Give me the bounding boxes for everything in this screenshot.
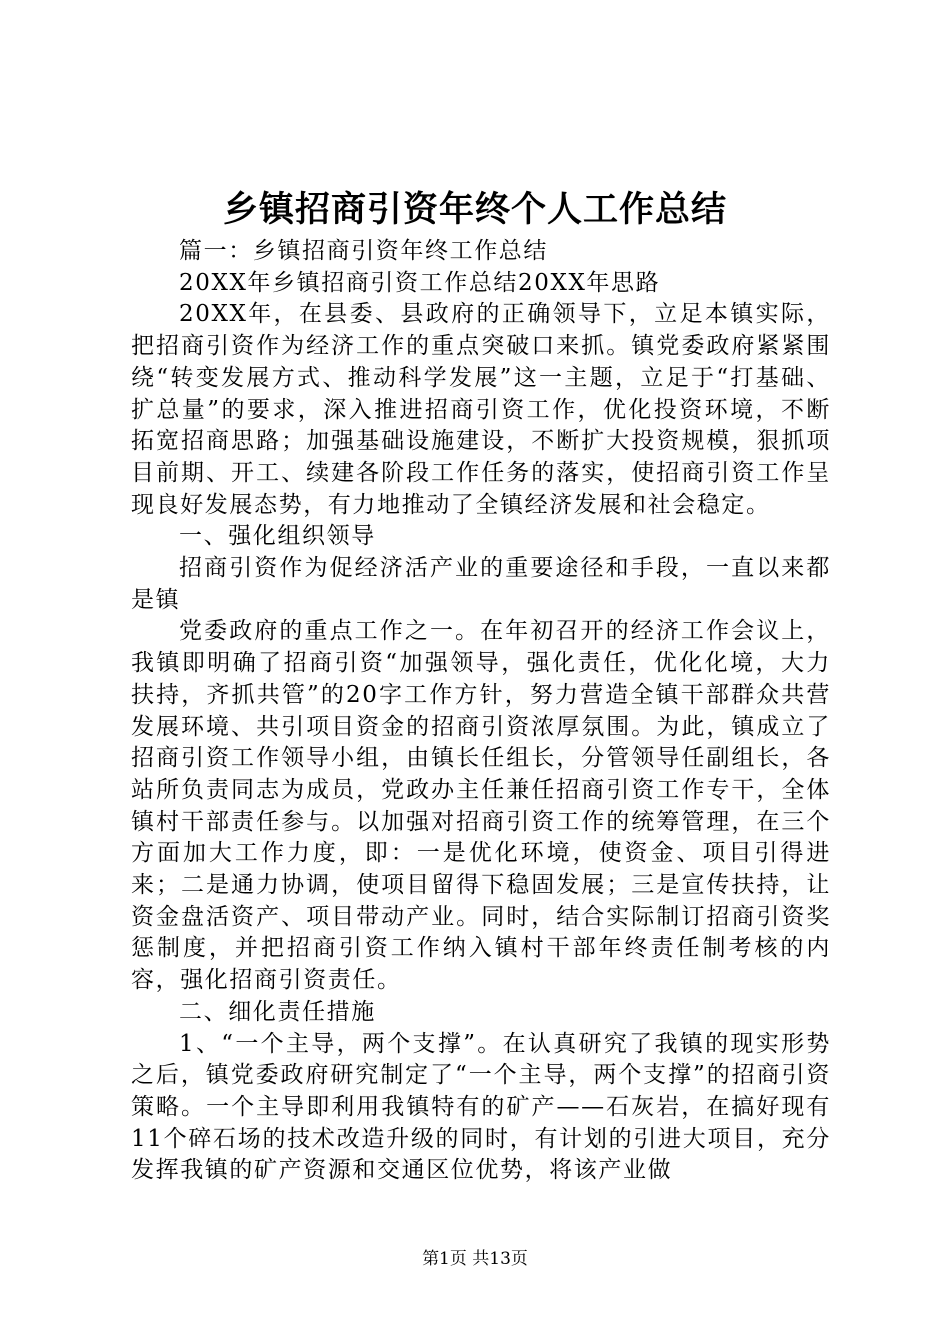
body-paragraph: 1、“一个主导，两个支撑”。在认真研究了我镇的现实形势之后，镇党委政府研究制定了“一个主导，两个支撑”的招商引资策略。一个主导即利用我镇特有的矿产——石灰岩，在搞好现有11个碎石场的技术改造升级的同时，有计划的引进大项目，充分发挥我镇的矿产资源和交通区位优势，将该产业做 bbox=[131, 1030, 831, 1184]
subtitle-line: 20XX年乡镇招商引资工作总结20XX年思路 bbox=[179, 269, 661, 296]
document-title: 乡镇招商引资年终个人工作总结 bbox=[222, 189, 727, 230]
document-body bbox=[131, 236, 831, 1187]
page-number-footer: 第1页 共13页 bbox=[422, 1249, 528, 1269]
section-heading: 篇一：乡镇招商引资年终工作总结 bbox=[179, 238, 548, 264]
section-heading: 二、细化责任措施 bbox=[179, 998, 376, 1025]
section-heading: 一、强化组织领导 bbox=[179, 523, 376, 550]
body-paragraph: 党委政府的重点工作之一。在年初召开的经济工作会议上，我镇即明确了招商引资“加强领导，强化责任，优化化境，大力扶持，齐抓共管”的20字工作方针，努力营造全镇干部群众共营发展环境、共引项目资金的招商引资浓厚氛围。为此，镇成立了招商引资工作领导小组，由镇长任组长，分管领导任副组长，各站所负责同志为成员，党政办主任兼任招商引资工作专干，全体镇村干部责任参与。以加强对招商引资工作的统筹管理，在三个方面加大工作力度，即：一是优化环境，使资金、项目引得进来；二是通力协调，使项目留得下稳固发展；三是宣传扶持，让资金盘活资产、项目带动产业。同时，结合实际制订招商引资奖惩制度，并把招商引资工作纳入镇村干部年终责任制考核的内容，强化招商引资责任。 bbox=[131, 618, 831, 994]
body-paragraph: 20XX年，在县委、县政府的正确领导下，立足本镇实际，把招商引资作为经济工作的重点突破口来抓。镇党委政府紧紧围绕“转变发展方式、推动科学发展”这一主题，立足于“打基础、扩总量”的要求，深入推进招商引资工作，优化投资环境，不断拓宽招商思路；加强基础设施建设，不断扩大投资规模，狠抓项目前期、开工、续建各阶段工作任务的落实，使招商引资工作呈现良好发展态势，有力地推动了全镇经济发展和社会稳定。 bbox=[131, 301, 831, 518]
body-paragraph: 招商引资作为促经济活产业的重要途径和手段，一直以来都是镇 bbox=[131, 555, 831, 613]
